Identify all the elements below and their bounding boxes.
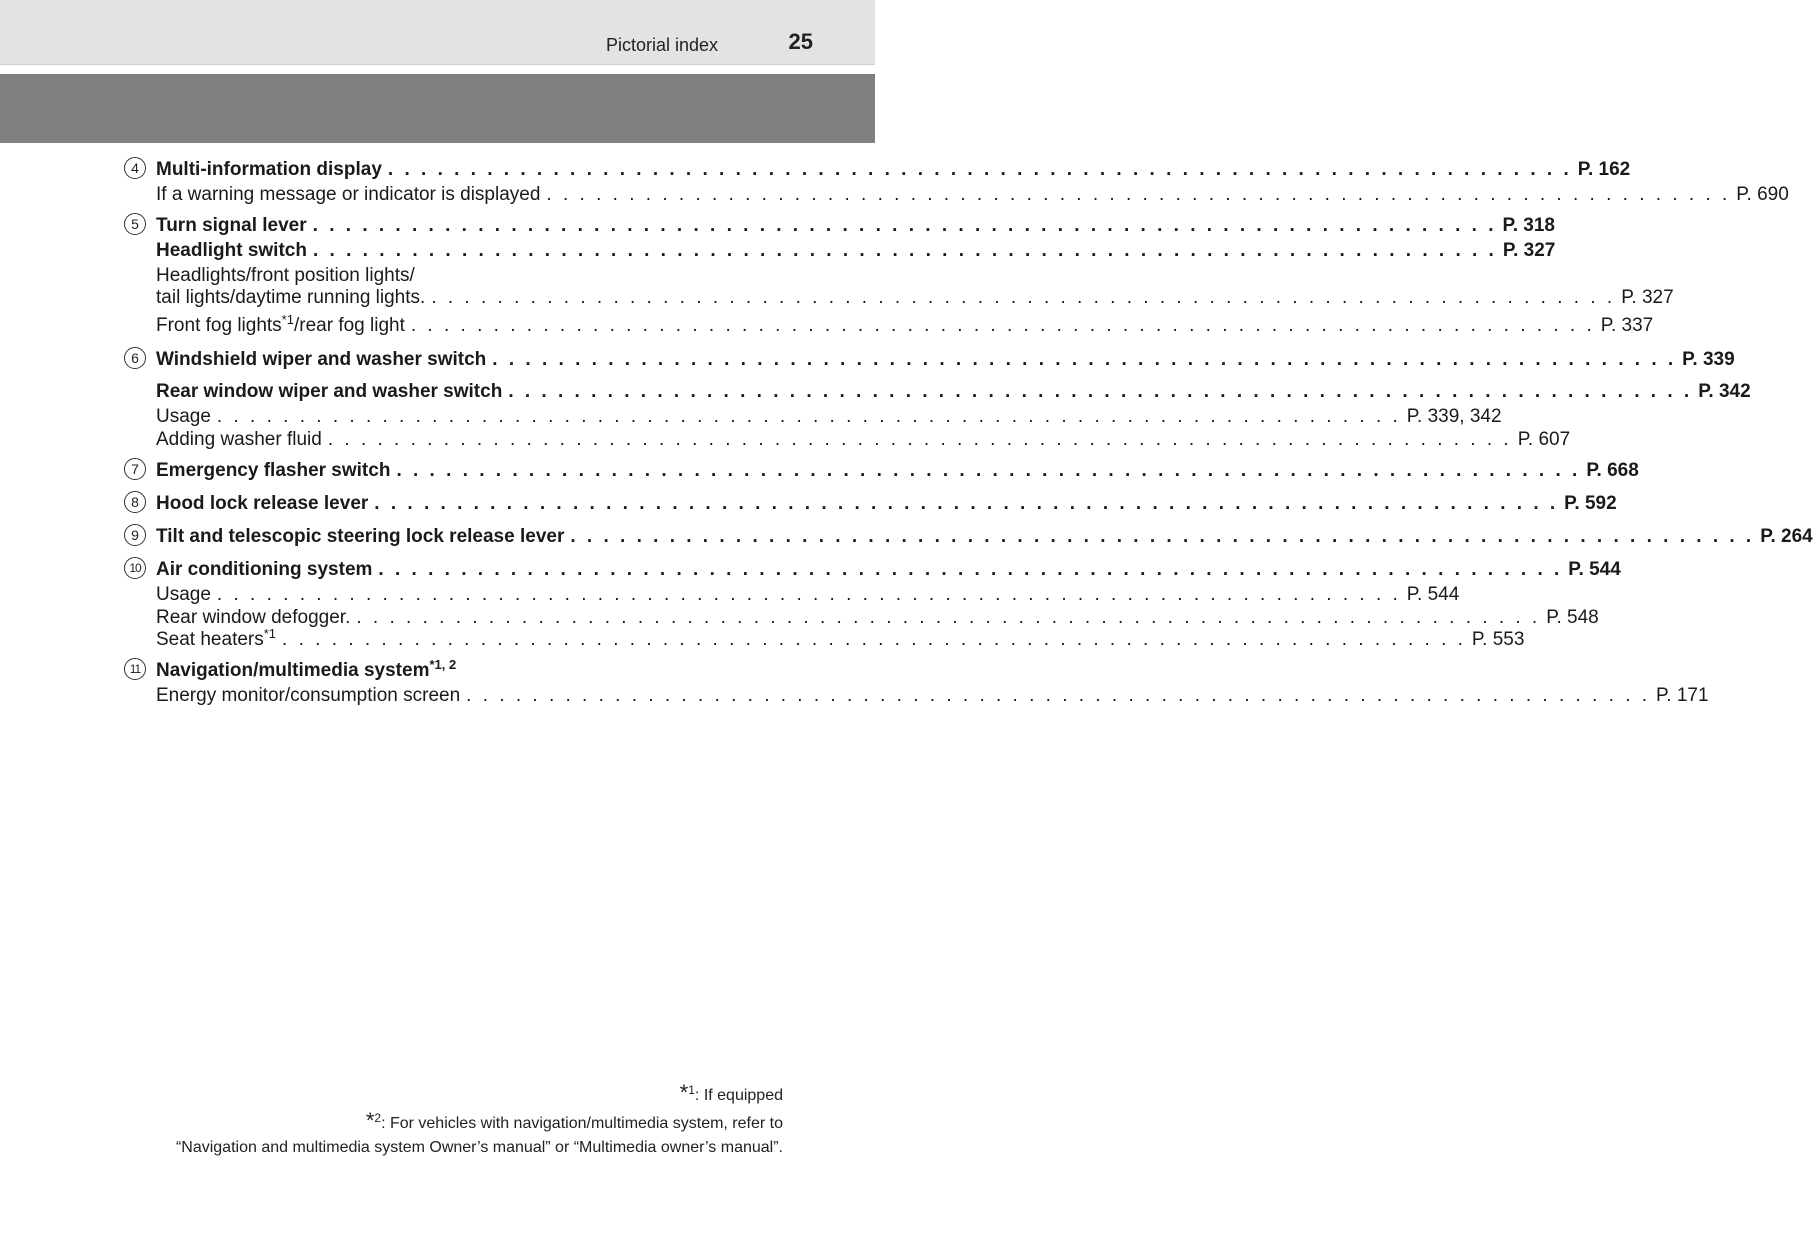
leader-dots: . . . . . . . . . . . . . . . . . . . . . . . . . . . . . . . . . . . . . . . . . . . . . . . . . . . . . . . . . . . . . . . . . . . . . . . .: [508, 381, 1693, 402]
index-subentry[interactable]: [156, 287, 1674, 309]
entry-label: Rear window defogger.: [156, 607, 351, 628]
header-band: [0, 74, 875, 143]
entry-label: If a warning message or indicator is displayed: [156, 184, 541, 205]
entry-label: Air conditioning system: [156, 559, 373, 580]
entry-label: Headlight switch: [156, 240, 307, 261]
index-entry[interactable]: [156, 493, 1617, 515]
leader-dots: . . . . . . . . . . . . . . . . . . . . . . . . . . . . . . . . . . . . . . . . . . . . . . . . . . . . . . . . . . . . . . . . . . . . . . . .: [282, 629, 1466, 650]
index-subentry[interactable]: [156, 184, 1789, 206]
page-reference[interactable]: P. 337: [1600, 315, 1654, 336]
leader-dots: . . . . . . . . . . . . . . . . . . . . . . . . . . . . . . . . . . . . . . . . . . . . . . . . . . . . . . . . . . . . . . . . . . . . . . . .: [410, 315, 1595, 336]
page-reference[interactable]: P. 607: [1517, 429, 1571, 450]
index-entry[interactable]: [156, 559, 1621, 581]
entry-label-part: Seat heaters: [156, 629, 264, 650]
page-reference[interactable]: P. 327: [1621, 287, 1674, 308]
leader-dots: . . . . . . . . . . . . . . . . . . . . . . . . . . . . . . . . . . . . . . . . . . . . . . . . . . . . . . . . . . . . . . . . . . . . . . . .: [216, 406, 1401, 427]
leader-dots: . . . . . . . . . . . . . . . . . . . . . . . . . . . . . . . . . . . . . . . . . . . . . . . . . . . . . . . . . . . . . . . . . . . . . . . .: [327, 429, 1512, 450]
index-entry[interactable]: [156, 240, 1556, 262]
page-reference[interactable]: P. 339: [1682, 349, 1735, 370]
leader-dots: . . . . . . . . . . . . . . . . . . . . . . . . . . . . . . . . . . . . . . . . . . . . . . . . . . . . . . . . . . . . . . . . . . . . . . . .: [312, 215, 1497, 236]
footnote-2: [366, 1108, 783, 1134]
callout-number-9: 9: [124, 524, 146, 546]
index-subentry[interactable]: [156, 429, 1571, 451]
index-entry[interactable]: [156, 159, 1631, 181]
entry-label: [156, 312, 411, 337]
page-header: [0, 0, 875, 65]
leader-dots: . . . . . . . . . . . . . . . . . . . . . . . . . . . . . . . . . . . . . . . . . . . . . . . . . . . . . . . . . . . . . . . . . . . . . . . .: [378, 559, 1563, 580]
index-entry[interactable]: [156, 381, 1751, 403]
index-subentry[interactable]: [156, 626, 1525, 651]
leader-dots: . . . . . . . . . . . . . . . . . . . . . . . . . . . . . . . . . . . . . . . . . . . . . . . . . . . . . . . . . . . . . . . . . . . . . . . .: [356, 607, 1541, 628]
leader-dots: . . . . . . . . . . . . . . . . . . . . . . . . . . . . . . . . . . . . . . . . . . . . . . . . . . . . . . . . . . . . . . . . . . . . . . . .: [546, 184, 1731, 205]
leader-dots: . . . . . . . . . . . . . . . . . . . . . . . . . . . . . . . . . . . . . . . . . . . . . . . . . . . . . . . . . . . . . . . . . . . . . . . .: [431, 287, 1616, 308]
leader-dots: . . . . . . . . . . . . . . . . . . . . . . . . . . . . . . . . . . . . . . . . . . . . . . . . . . . . . . . . . . . . . . . . . . . . . . . .: [374, 493, 1559, 514]
entry-label: Hood lock release lever: [156, 493, 369, 514]
page-reference[interactable]: P. 339, 342: [1406, 406, 1502, 427]
page-reference[interactable]: P. 548: [1546, 607, 1599, 628]
entry-label: Rear window wiper and washer switch: [156, 381, 503, 402]
callout-number-8: 8: [124, 491, 146, 513]
callout-number-4: 4: [124, 157, 146, 179]
leader-dots: . . . . . . . . . . . . . . . . . . . . . . . . . . . . . . . . . . . . . . . . . . . . . . . . . . . . . . . . . . . . . . . . . . . . . . . .: [396, 460, 1581, 481]
page-reference[interactable]: P. 553: [1471, 629, 1525, 650]
index-entry[interactable]: [156, 526, 1813, 548]
callout-number-7: 7: [124, 458, 146, 480]
footnote-star: *: [365, 1108, 375, 1133]
leader-dots: . . . . . . . . . . . . . . . . . . . . . . . . . . . . . . . . . . . . . . . . . . . . . . . . . . . . . . . . . . . . . . . . . . . . . . . .: [492, 349, 1677, 370]
entry-label: Usage: [156, 406, 211, 427]
index-subentry[interactable]: [156, 607, 1599, 629]
index-subentry[interactable]: [156, 584, 1460, 606]
page-reference[interactable]: P. 544: [1568, 559, 1621, 580]
footnote-text: : For vehicles with navigation/multimedia system, refer to: [381, 1115, 783, 1132]
entry-label: Energy monitor/consumption screen: [156, 685, 461, 706]
entry-label: Tilt and telescopic steering lock release lever: [156, 526, 565, 547]
footnote-1: [680, 1080, 783, 1106]
footnote-number: 2: [374, 1111, 382, 1125]
entry-label: [156, 657, 462, 682]
page-reference[interactable]: P. 162: [1577, 159, 1631, 180]
page-reference[interactable]: P. 171: [1656, 685, 1709, 706]
index-subentry[interactable]: [156, 312, 1654, 337]
callout-number-10: 10: [124, 557, 146, 579]
leader-dots: . . . . . . . . . . . . . . . . . . . . . . . . . . . . . . . . . . . . . . . . . . . . . . . . . . . . . . . . . . . . . . . . . . . . . . . .: [570, 526, 1755, 547]
index-entry[interactable]: [156, 657, 748, 682]
index-entry[interactable]: [156, 349, 1735, 371]
entry-label: [156, 626, 282, 651]
footnote-number: 1: [688, 1083, 695, 1097]
index-subentry[interactable]: [156, 685, 1709, 707]
footnote-marker: *1, 2: [429, 657, 457, 672]
page-reference[interactable]: P. 592: [1564, 493, 1617, 514]
entry-label-part: Navigation/multimedia system: [156, 660, 430, 681]
entry-label-part: Front fog lights: [156, 315, 282, 336]
index-entry[interactable]: [156, 460, 1639, 482]
section-title: Pictorial index: [605, 35, 718, 55]
entry-label: Turn signal lever: [156, 215, 307, 236]
page-reference[interactable]: P. 544: [1406, 584, 1460, 605]
entry-label: Usage: [156, 584, 211, 605]
entry-label-part: /rear fog light: [293, 315, 405, 336]
page-number: 25: [788, 29, 813, 54]
page-reference[interactable]: P. 327: [1502, 240, 1556, 261]
entry-label: Multi-information display: [156, 159, 382, 180]
leader-dots: . . . . . . . . . . . . . . . . . . . . . . . . . . . . . . . . . . . . . . . . . . . . . . . . . . . . . . . . . . . . . . . . . . . . . . . .: [387, 159, 1572, 180]
page-reference[interactable]: P. 342: [1698, 381, 1751, 402]
index-entry[interactable]: [156, 215, 1555, 237]
page-reference[interactable]: P. 668: [1586, 460, 1639, 481]
callout-number-5: 5: [124, 213, 146, 235]
footnote-star: *: [679, 1080, 689, 1105]
entry-label: Windshield wiper and washer switch: [156, 349, 487, 370]
footnote-2-continued: “Navigation and multimedia system Owner’s manual” or “Multimedia owner’s manual”.: [175, 1139, 783, 1156]
entry-label: Adding washer fluid: [156, 429, 322, 450]
page-reference[interactable]: P. 690: [1736, 184, 1789, 205]
entry-label: Emergency flasher switch: [156, 460, 391, 481]
page-reference[interactable]: P. 318: [1502, 215, 1555, 236]
leader-dots: . . . . . . . . . . . . . . . . . . . . . . . . . . . . . . . . . . . . . . . . . . . . . . . . . . . . . . . . . . . . . . . . . . . . . . . .: [466, 685, 1651, 706]
entry-label-line: Headlights/front position lights/: [156, 265, 415, 286]
leader-dots: . . . . . . . . . . . . . . . . . . . . . . . . . . . . . . . . . . . . . . . . . . . . . . . . . . . . . . . . . . . . . . . . . . . . . . . .: [312, 240, 1497, 261]
footnote-marker: *1: [281, 312, 294, 327]
callout-number-11: 11: [124, 658, 146, 680]
callout-number-6: 6: [124, 347, 146, 369]
page-reference[interactable]: P. 264: [1760, 526, 1813, 547]
leader-dots: . . . . . . . . . . . . . . . . . . . . . . . . . . . . . . . . . . . . . . . . . . . . . . . . . . . . . . . . . . . . . . . . . . . . . . . .: [216, 584, 1401, 605]
index-subentry[interactable]: [156, 406, 1502, 428]
footnote-text: : If equipped: [694, 1087, 783, 1104]
entry-label: tail lights/daytime running lights.: [156, 287, 426, 308]
footnote-marker: *1: [263, 626, 277, 641]
